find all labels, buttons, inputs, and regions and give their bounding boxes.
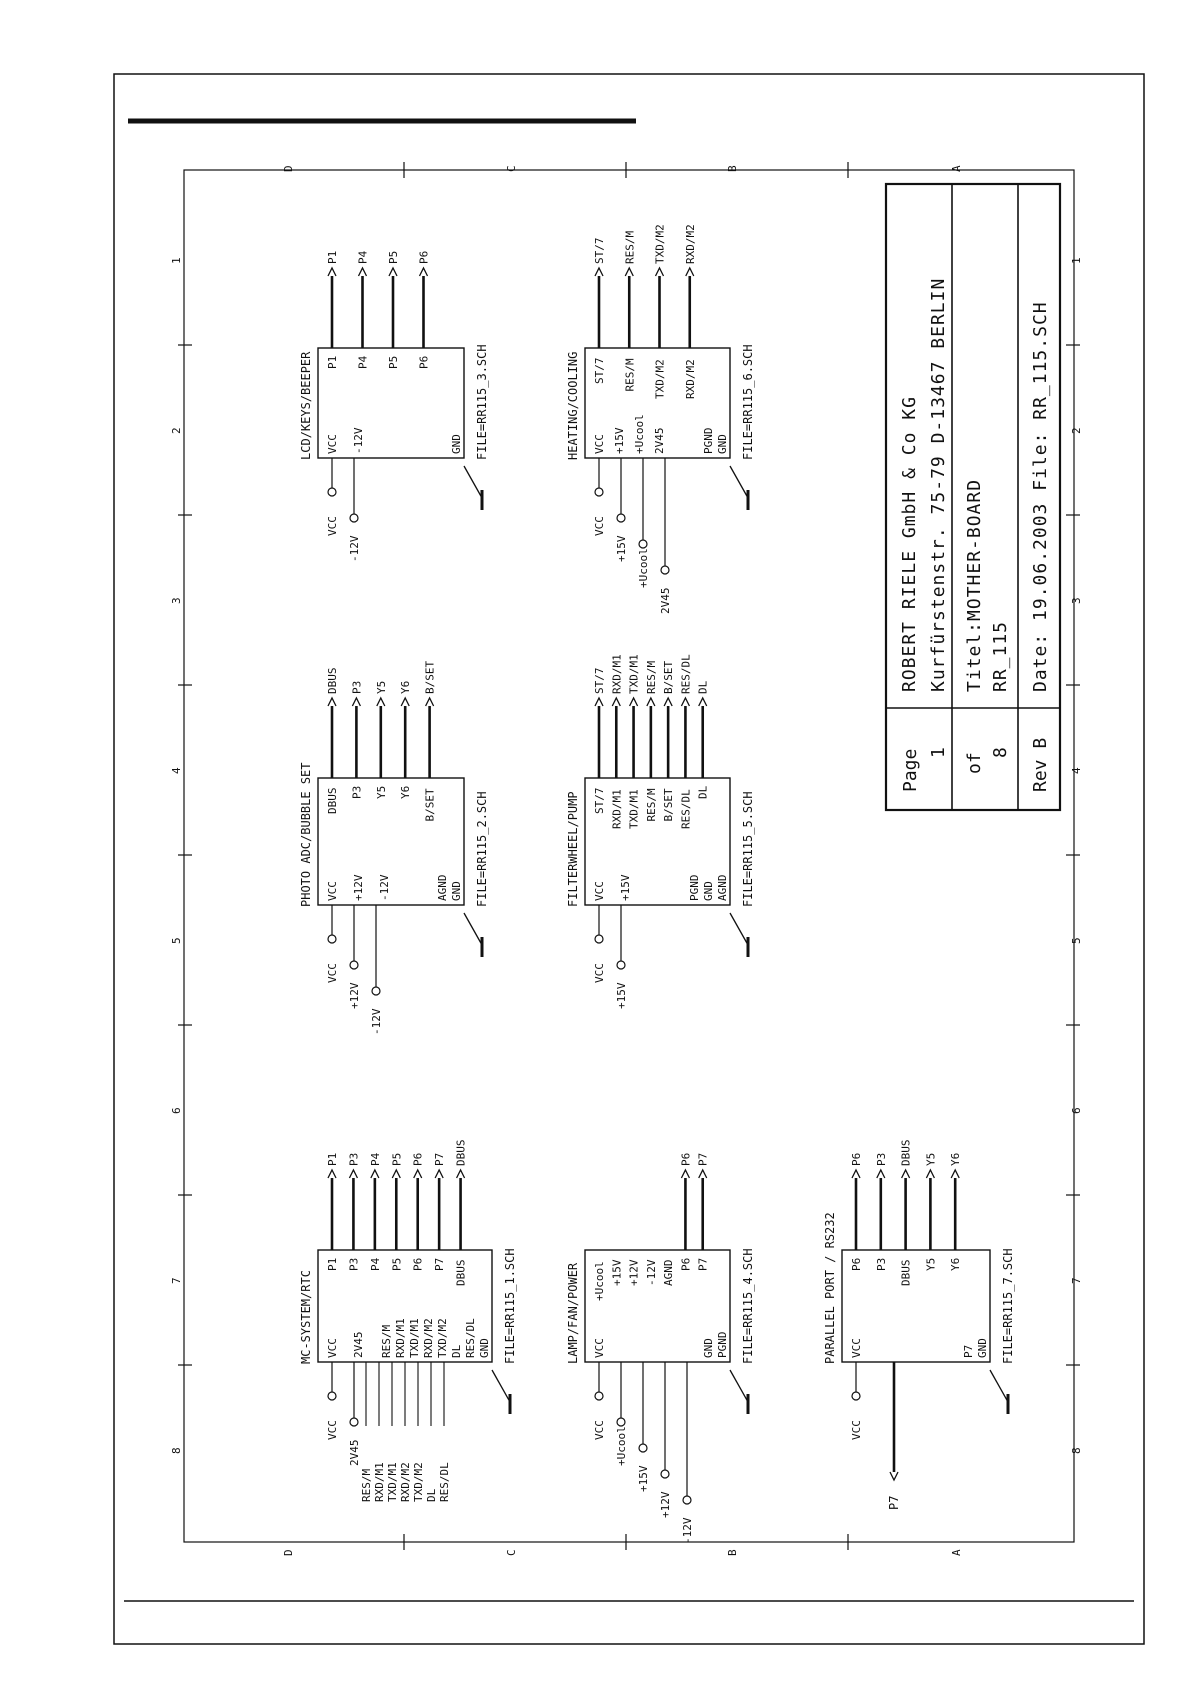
supply-label: +Ucool [637,548,650,588]
block-file-label: FILE=RR115_7.SCH [1001,1248,1015,1364]
supply-terminal [661,1470,669,1478]
pin-label: TXD/M2 [436,1318,449,1358]
pin-label: P7 [433,1257,447,1271]
border-col-label: 4 [170,767,183,774]
pin-label: +15V [610,1259,624,1286]
net-label: RES/M [360,1468,373,1502]
port-arrow [328,268,336,276]
border-col-label: 7 [170,1277,183,1284]
border-col-label: 6 [170,1107,183,1114]
net-label: RES/M [644,660,658,694]
net-label: Y5 [374,680,388,694]
supply-label: +Ucool [615,1426,628,1466]
pin-label: VCC [593,1338,606,1358]
pin-label: TXD/M1 [627,789,641,829]
port-arrow [352,698,360,706]
net-label: P3 [347,1152,361,1166]
port-arrow [664,698,672,706]
pin-label: P6 [411,1257,425,1271]
pin-label: P7 [962,1344,975,1358]
schematic-block [566,654,755,1009]
ground-wire [464,913,482,945]
net-label: DBUS [899,1139,913,1166]
block-file-label: FILE=RR115_2.SCH [475,791,489,907]
block-title: PHOTO ADC/BUBBLE SET [299,762,313,907]
pin-label: Y6 [949,1257,963,1271]
block-title: LAMP/FAN/POWER [566,1262,580,1364]
supply-terminal [350,1418,358,1426]
supply-terminal [683,1496,691,1504]
company-address: Kurfürstenstr. 75-79 D-13467 BERLIN [928,277,949,692]
pin-label: P7 [696,1257,710,1271]
pin-label: RES/M [380,1324,393,1358]
schematic-block [566,224,755,614]
port-arrow [686,268,694,276]
net-label: P3 [350,680,364,694]
pin-label: GND [702,881,715,901]
pin-label: GND [716,434,729,454]
border-col-label: 4 [1070,767,1083,774]
pin-label: Y5 [924,1257,938,1271]
net-label: RXD/M2 [399,1462,412,1502]
pin-label: RXD/M1 [394,1318,407,1358]
supply-label: VCC [850,1420,863,1440]
supply-terminal [328,1392,336,1400]
port-arrow [877,1170,885,1178]
revision: Rev B [1030,737,1051,792]
pin-label: P6 [417,355,431,369]
supply-terminal [350,514,358,522]
pin-label: RES/M [623,358,637,392]
pin-label: RXD/M2 [683,359,697,399]
supply-label: -12V [348,535,361,562]
net-label: TXD/M2 [653,224,667,264]
pin-label: GND [450,881,463,901]
net-label: P7 [696,1152,710,1166]
of-label: of [964,752,985,774]
supply-label: +15V [615,535,628,562]
port-arrow [647,698,655,706]
supply-label: VCC [326,963,339,983]
block-title: PARALLEL PORT / RS232 [823,1212,837,1364]
net-label: P4 [368,1152,382,1166]
port-arrow [371,1170,379,1178]
net-label: P1 [326,1152,339,1166]
pin-label: P3 [874,1257,888,1271]
page-number: 1 [928,747,949,758]
pin-label: GND [450,434,463,454]
page-label: Page [900,748,921,792]
ground-wire [730,1370,748,1402]
supply-terminal [852,1392,860,1400]
pin-label: +15V [619,874,632,901]
pin-label: AGND [716,874,729,901]
net-label: P5 [390,1152,404,1166]
net-label: P1 [326,250,339,264]
port-arrow [890,1472,898,1480]
border-col-label: 5 [170,937,183,944]
border-row-label: B [726,1549,739,1556]
border-row-label: D [282,165,295,172]
port-arrow [328,698,336,706]
border-col-label: 2 [1070,427,1083,434]
company-name: ROBERT RIELE GmbH & Co KG [899,396,920,692]
pin-label: TXD/M1 [408,1318,421,1358]
port-arrow [625,268,633,276]
pin-label: VCC [326,881,339,901]
pin-label: RES/M [644,788,658,822]
supply-terminal [661,566,669,574]
pin-label: P6 [850,1257,863,1271]
port-arrow [401,698,409,706]
pin-label: -12V [378,874,391,901]
port-arrow [420,268,428,276]
port-arrow [435,1170,443,1178]
port-arrow [681,1170,689,1178]
block-file-label: FILE=RR115_4.SCH [741,1248,755,1364]
border-col-label: 5 [1070,937,1083,944]
supply-label: -12V [681,1517,694,1544]
supply-label: -12V [370,1008,383,1035]
schematic-block [566,1153,755,1544]
net-label: P6 [850,1152,863,1166]
pin-label: ST/7 [593,357,606,384]
supply-label: +15V [615,982,628,1009]
net-label: RES/M [623,230,637,264]
block-file-label: FILE=RR115_6.SCH [741,344,755,460]
schematic-block [299,1140,517,1503]
net-label: TXD/M1 [386,1462,399,1502]
port-arrow [926,1170,934,1178]
pin-label: P3 [350,785,364,799]
port-arrow [656,268,664,276]
pin-label: VCC [326,1338,339,1358]
supply-terminal [617,1418,625,1426]
block-file-label: FILE=RR115_1.SCH [503,1248,517,1364]
pin-label: P1 [326,355,339,369]
block-title: MC-SYSTEM/RTC [299,1270,313,1364]
pin-label: VCC [850,1338,863,1358]
block-title: FILTERWHEEL/PUMP [566,791,580,907]
pin-label: P1 [326,1257,339,1271]
schematic-block [299,250,489,562]
pin-label: Y5 [374,785,388,799]
pin-label: P5 [387,355,400,369]
pin-label: P4 [356,355,370,369]
pin-label: AGND [436,874,449,901]
pin-label: 2V45 [652,427,666,454]
pin-label: GND [702,1338,715,1358]
pin-label: DBUS [454,1259,468,1286]
ground-wire [464,466,482,498]
border-col-label: 3 [170,597,183,604]
pin-label: -12V [644,1259,658,1286]
pin-label: DL [450,1344,463,1358]
net-label: P6 [411,1152,425,1166]
port-arrow [426,698,434,706]
pin-label: VCC [326,434,339,454]
supply-terminal [328,488,336,496]
supply-terminal [595,1392,603,1400]
schematic-block [299,661,489,1035]
net-label: P6 [417,250,431,264]
supply-terminal [595,935,603,943]
ground-wire [492,1370,510,1402]
border-col-label: 8 [1070,1447,1083,1454]
supply-terminal [595,488,603,496]
supply-label: +12V [659,1491,672,1518]
pin-label: PGND [716,1331,729,1358]
port-arrow [414,1170,422,1178]
net-label: RES/DL [679,654,693,694]
net-label: TXD/M2 [412,1462,425,1502]
net-label: DBUS [326,667,339,694]
port-arrow [630,698,638,706]
net-label: RXD/M2 [683,224,697,264]
pin-label: DBUS [899,1259,913,1286]
net-label: DBUS [454,1139,468,1166]
net-label: DL [425,1488,438,1502]
net-label: RES/DL [438,1462,451,1502]
date-file: Date: 19.06.2003 File: RR_115.SCH [1030,301,1051,692]
border-col-label: 8 [170,1447,183,1454]
net-label: P5 [387,250,400,264]
net-label: DL [696,680,710,694]
port-arrow [457,1170,465,1178]
port-arrow [389,268,397,276]
supply-label: VCC [593,963,606,983]
supply-terminal [639,540,647,548]
pin-label: +15V [612,427,626,454]
pin-label: DBUS [326,787,339,814]
border-row-label: C [505,165,518,172]
border-col-label: 7 [1070,1277,1083,1284]
pin-label: P6 [679,1257,693,1271]
net-label: P3 [874,1152,888,1166]
pin-label: VCC [593,434,606,454]
pin-label: GND [976,1338,989,1358]
pin-label: RXD/M1 [610,789,624,829]
ground-wire [730,913,748,945]
border-col-label: 1 [1070,257,1083,264]
pin-label: P3 [347,1257,361,1271]
port-arrow [595,268,603,276]
supply-terminal [350,961,358,969]
port-arrow [852,1170,860,1178]
net-label: P4 [356,250,370,264]
net-label: P6 [679,1152,693,1166]
border-row-label: B [726,165,739,172]
block-file-label: FILE=RR115_5.SCH [741,791,755,907]
supply-terminal [372,987,380,995]
net-label: ST/7 [593,237,606,264]
pin-label: RXD/M2 [422,1318,435,1358]
supply-terminal [617,514,625,522]
net-label: Y6 [399,680,413,694]
block-title: HEATING/COOLING [566,351,580,460]
border-col-label: 6 [1070,1107,1083,1114]
net-label: RXD/M1 [610,654,624,694]
net-label: RXD/M1 [373,1462,386,1502]
pin-label: P5 [390,1257,404,1271]
port-arrow [699,698,707,706]
pin-label: +12V [352,874,365,901]
border-col-label: 2 [170,427,183,434]
port-arrow [902,1170,910,1178]
title-block [886,184,1060,810]
supply-label: VCC [593,1420,606,1440]
net-label: ST/7 [593,667,606,694]
port-arrow [349,1170,357,1178]
port-arrow [612,698,620,706]
port-label: P7 [887,1495,901,1510]
ground-wire [990,1370,1008,1402]
supply-label: +12V [348,982,361,1009]
net-label: Y6 [949,1152,963,1166]
border-row-label: D [282,1549,295,1556]
border-col-label: 1 [170,257,183,264]
net-label: TXD/M1 [627,654,641,694]
pin-label: -12V [352,427,365,454]
pin-label: AGND [662,1259,676,1286]
net-label: B/SET [662,660,676,694]
supply-label: +15V [637,1465,650,1492]
pin-label: B/SET [662,788,676,822]
pin-label: B/SET [423,788,437,822]
port-arrow [681,698,689,706]
supply-label: VCC [326,1420,339,1440]
block-title: LCD/KEYS/BEEPER [299,351,313,460]
sheet-title: Titel:MOTHER-BOARD [964,478,985,692]
supply-label: 2V45 [348,1439,361,1466]
supply-terminal [328,935,336,943]
pin-label: DL [696,785,710,799]
pin-label: 2V45 [352,1331,365,1358]
port-arrow [699,1170,707,1178]
net-label: B/SET [423,660,437,694]
schematic-block [823,1140,1015,1511]
pin-label: PGND [688,874,701,901]
border-row-label: A [950,1549,963,1556]
pin-label: P4 [368,1257,382,1271]
port-arrow [359,268,367,276]
project-name: RR_115 [990,620,1011,692]
supply-label: VCC [326,516,339,536]
border-row-label: A [950,165,963,172]
supply-terminal [617,961,625,969]
net-label: P7 [433,1152,447,1166]
supply-terminal [639,1444,647,1452]
net-label: Y5 [924,1152,938,1166]
supply-label: 2V45 [659,587,672,614]
pin-label: PGND [702,427,715,454]
pin-label: GND [478,1338,491,1358]
port-arrow [328,1170,336,1178]
pin-label: ST/7 [593,787,606,814]
port-arrow [377,698,385,706]
pin-label: RES/DL [464,1318,477,1358]
supply-label: VCC [593,516,606,536]
ground-wire [730,466,748,498]
port-arrow [951,1170,959,1178]
border-col-label: 3 [1070,597,1083,604]
pin-label: RES/DL [679,789,693,829]
pin-label: +Ucool [632,414,646,454]
pin-label: TXD/M2 [653,359,667,399]
pin-label: +12V [627,1259,641,1286]
page-count: 8 [990,747,1011,758]
block-file-label: FILE=RR115_3.SCH [475,344,489,460]
pin-label: Y6 [399,785,413,799]
port-arrow [595,698,603,706]
pin-label: +Ucool [593,1261,606,1301]
port-arrow [392,1170,400,1178]
pin-label: VCC [593,881,606,901]
border-row-label: C [505,1549,518,1556]
